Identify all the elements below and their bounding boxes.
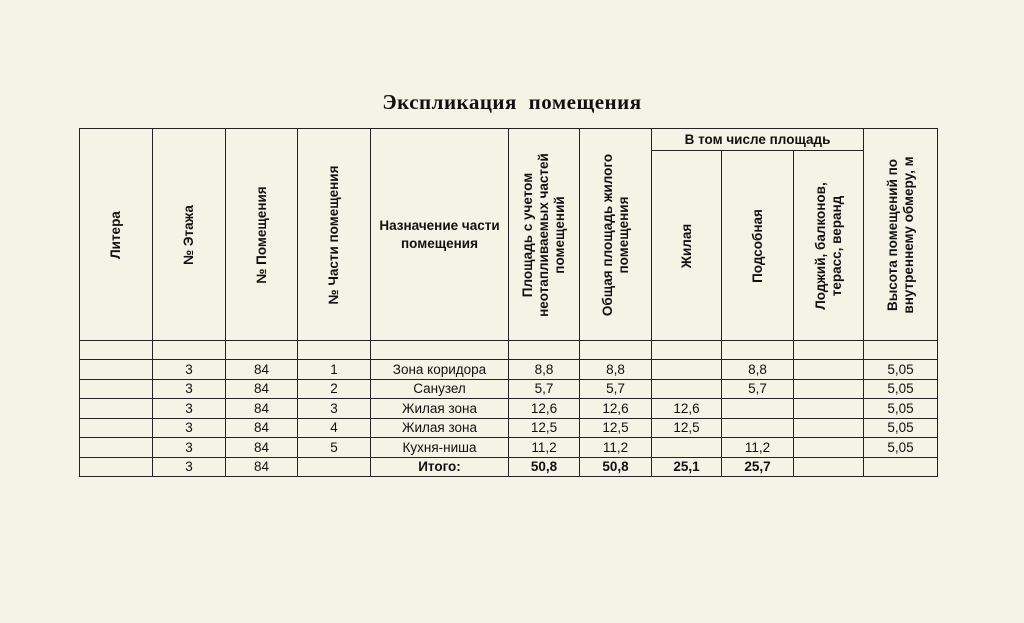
header-litera: Литера xyxy=(80,129,153,341)
header-group: В том числе площадь xyxy=(652,129,864,151)
table-row: 3 84 4 Жилая зона 12,5 12,5 12,5 5,05 xyxy=(80,418,938,438)
table-row: 3 84 2 Санузел 5,7 5,7 5,7 5,05 xyxy=(80,379,938,399)
totals-row: 3 84 Итого: 50,8 50,8 25,1 25,7 xyxy=(80,457,938,477)
table-row: 3 84 1 Зона коридора 8,8 8,8 8,8 5,05 xyxy=(80,360,938,380)
header-floor: № Этажа xyxy=(153,129,226,341)
table-row: 3 84 3 Жилая зона 12,6 12,6 12,6 5,05 xyxy=(80,399,938,419)
header-area-living-total: Общая площадь жилого помещения xyxy=(580,129,652,341)
header-area-total: Площадь с учетом неотапливаемых частей помещений xyxy=(509,129,580,341)
header-loggias: Лоджий, балконов, терасс, веранд xyxy=(794,151,864,341)
document-title: Экспликация помещения xyxy=(382,90,642,114)
header-room: № Помещения xyxy=(226,129,298,341)
header-part: № Части помещения xyxy=(298,129,371,341)
header-purpose: Назначение части помещения xyxy=(371,129,509,341)
header-living: Жилая xyxy=(652,151,722,341)
header-auxiliary: Подсобная xyxy=(722,151,794,341)
table-row: 3 84 5 Кухня-ниша 11,2 11,2 11,2 5,05 xyxy=(80,438,938,458)
explication-table xyxy=(79,128,938,477)
totals-label: Итого: xyxy=(371,457,509,477)
header-height: Высота помещений по внутреннему обмеру, м xyxy=(864,129,938,341)
blank-row xyxy=(80,341,938,360)
